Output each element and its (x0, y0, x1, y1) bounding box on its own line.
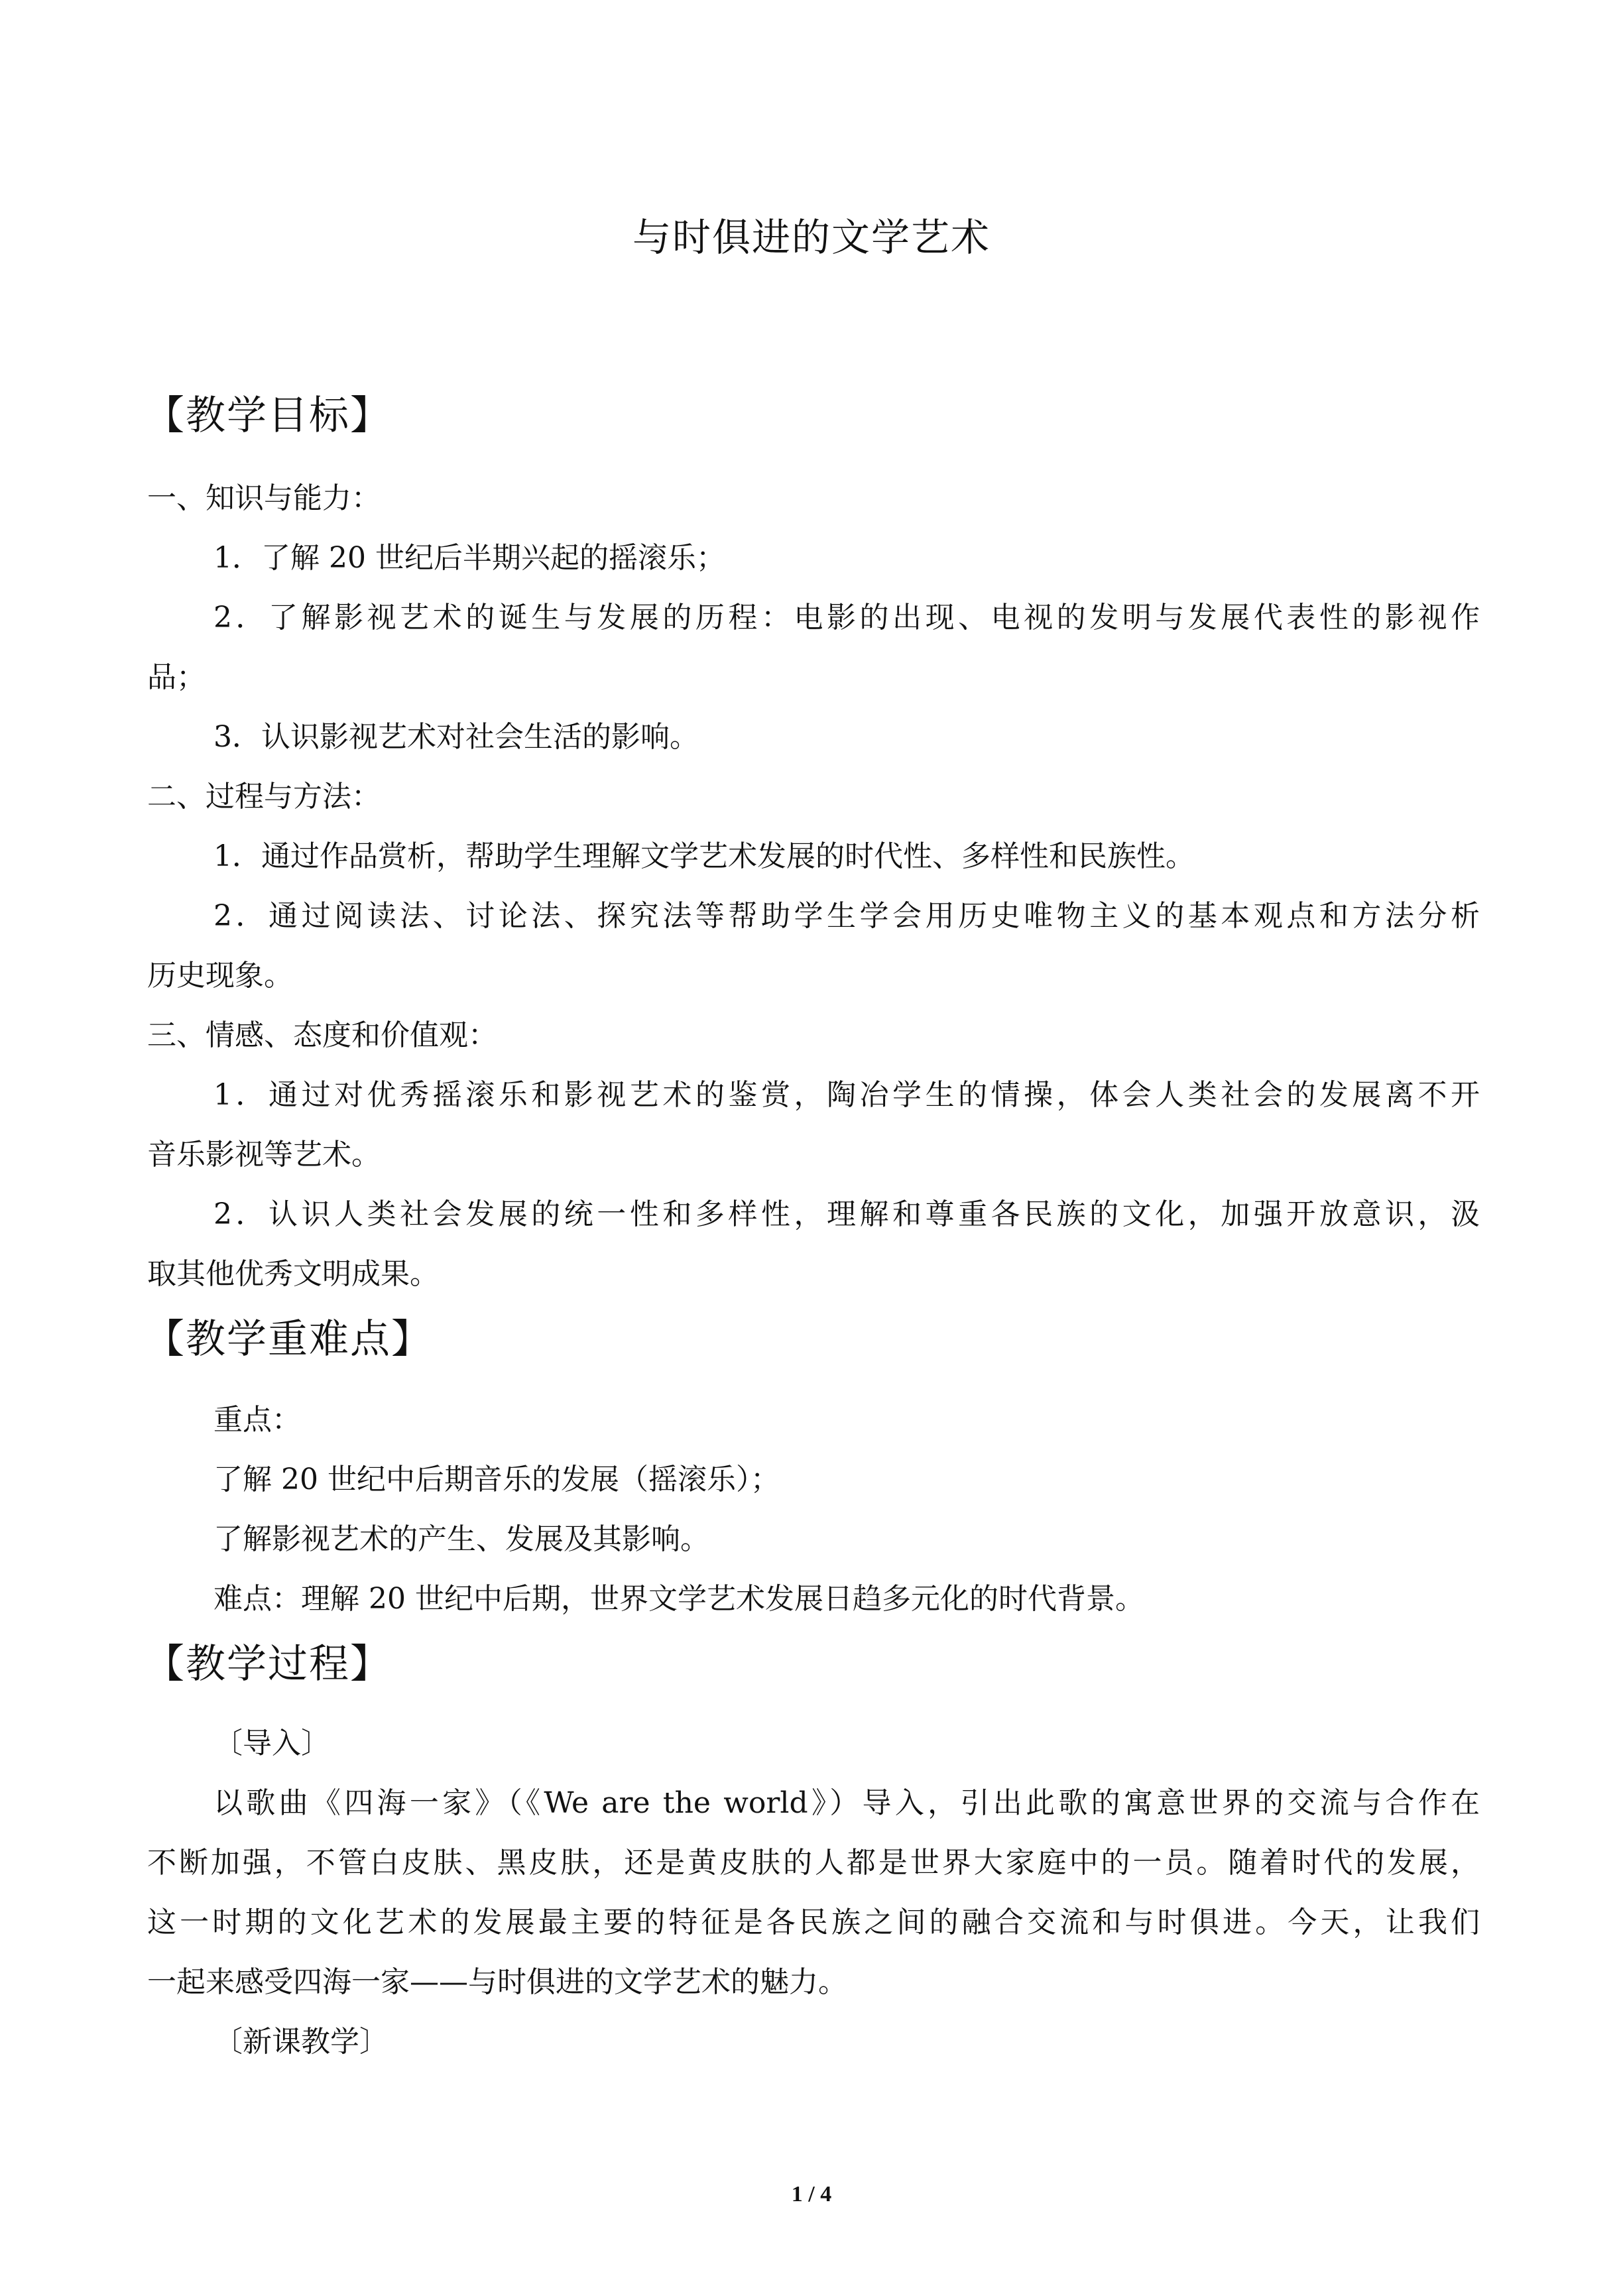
objectives-part3-label: 三、情感、态度和价值观： (147, 1018, 497, 1052)
key-points-focus2: 了解影视艺术的产生、发展及其影响。 (213, 1522, 709, 1556)
objectives-part1-item1: 1．了解 20 世纪后半期兴起的摇滚乐； (213, 541, 725, 575)
process-intro-line1: 以歌曲《四海一家》（《We are the world》）导入，引出此歌的寓意世界的交流与合作在 (213, 1786, 1480, 1820)
key-points-focus1: 了解 20 世纪中后期音乐的发展（摇滚乐）； (213, 1463, 780, 1496)
objectives-part2-item2-line1: 2．通过阅读法、讨论法、探究法等帮助学生学会用历史唯物主义的基本观点和方法分析 (213, 899, 1480, 933)
objectives-part1-item2-line1: 2．了解影视艺术的诞生与发展的历程：电影的出现、电视的发明与发展代表性的影视作 (213, 601, 1480, 634)
section-heading-key-points: 【教学重难点】 (145, 1316, 432, 1362)
process-intro-label: 〔导入〕 (213, 1726, 330, 1760)
section-heading-objectives: 【教学目标】 (145, 393, 391, 439)
objectives-part2-item1: 1．通过作品赏析，帮助学生理解文学艺术发展的时代性、多样性和民族性。 (213, 839, 1195, 873)
page-title: 与时俱进的文学艺术 (632, 215, 991, 260)
page-number: 1 / 4 (791, 2182, 832, 2206)
objectives-part1-label: 一、知识与能力： (147, 481, 381, 515)
objectives-part1-item2-line2: 品； (147, 660, 206, 694)
objectives-part2-item2-line2: 历史现象。 (147, 959, 293, 993)
objectives-part3-item1-line1: 1．通过对优秀摇滚乐和影视艺术的鉴赏，陶冶学生的情操，体会人类社会的发展离不开 (213, 1078, 1480, 1112)
objectives-part1-item3: 3．认识影视艺术对社会生活的影响。 (213, 720, 699, 754)
objectives-part3-item2-line1: 2．认识人类社会发展的统一性和多样性，理解和尊重各民族的文化，加强开放意识，汲 (213, 1197, 1480, 1231)
process-intro-line4: 一起来感受四海一家——与时俱进的文学艺术的魅力。 (147, 1965, 847, 1999)
section-heading-process: 【教学过程】 (145, 1641, 391, 1687)
process-intro-line3: 这一时期的文化艺术的发展最主要的特征是各民族之间的融合交流和与时俱进。今天，让我们 (147, 1905, 1480, 1939)
process-intro-line2: 不断加强，不管白皮肤、黑皮肤，还是黄皮肤的人都是世界大家庭中的一员。随着时代的发展， (147, 1846, 1480, 1880)
key-points-focus-label: 重点： (213, 1403, 301, 1437)
objectives-part3-item2-line2: 取其他优秀文明成果。 (147, 1257, 439, 1291)
objectives-part2-label: 二、过程与方法： (147, 780, 381, 814)
process-new-lesson-label: 〔新课教学〕 (213, 2025, 389, 2059)
key-points-difficulty: 难点：理解 20 世纪中后期，世界文学艺术发展日趋多元化的时代背景。 (213, 1582, 1144, 1616)
objectives-part3-item1-line2: 音乐影视等艺术。 (147, 1138, 381, 1172)
